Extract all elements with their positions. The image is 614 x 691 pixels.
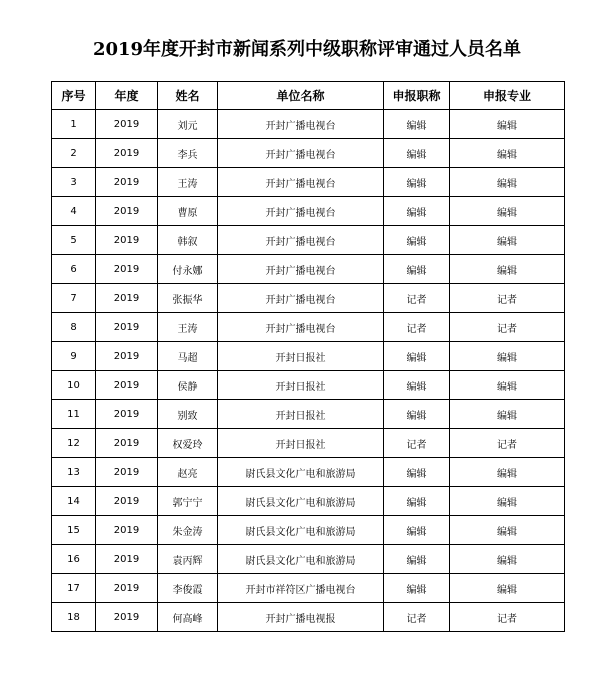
table-row bbox=[52, 168, 565, 197]
cell-title: 编辑 bbox=[384, 371, 450, 400]
cell-name: 王涛 bbox=[158, 168, 218, 197]
cell-major: 编辑 bbox=[450, 516, 565, 545]
cell-title: 编辑 bbox=[384, 516, 450, 545]
cell-serial: 3 bbox=[52, 168, 96, 197]
cell-unit: 开封广播电视台 bbox=[218, 139, 384, 168]
cell-title: 记者 bbox=[384, 603, 450, 632]
cell-major: 记者 bbox=[450, 313, 565, 342]
cell-major: 编辑 bbox=[450, 168, 565, 197]
cell-major: 编辑 bbox=[450, 255, 565, 284]
cell-major: 编辑 bbox=[450, 371, 565, 400]
cell-serial: 16 bbox=[52, 545, 96, 574]
cell-year: 2019 bbox=[96, 429, 158, 458]
cell-name: 别致 bbox=[158, 400, 218, 429]
cell-year: 2019 bbox=[96, 574, 158, 603]
cell-year: 2019 bbox=[96, 255, 158, 284]
cell-serial: 7 bbox=[52, 284, 96, 313]
cell-title: 编辑 bbox=[384, 400, 450, 429]
table-row bbox=[52, 226, 565, 255]
cell-serial: 12 bbox=[52, 429, 96, 458]
cell-year: 2019 bbox=[96, 487, 158, 516]
cell-title: 编辑 bbox=[384, 342, 450, 371]
cell-unit: 开封广播电视台 bbox=[218, 168, 384, 197]
cell-serial: 2 bbox=[52, 139, 96, 168]
cell-title: 记者 bbox=[384, 313, 450, 342]
cell-major: 编辑 bbox=[450, 197, 565, 226]
cell-title: 记者 bbox=[384, 284, 450, 313]
roster-table bbox=[51, 81, 565, 632]
cell-serial: 8 bbox=[52, 313, 96, 342]
cell-serial: 11 bbox=[52, 400, 96, 429]
cell-serial: 4 bbox=[52, 197, 96, 226]
table-row bbox=[52, 110, 565, 139]
cell-name: 王涛 bbox=[158, 313, 218, 342]
cell-year: 2019 bbox=[96, 110, 158, 139]
cell-year: 2019 bbox=[96, 545, 158, 574]
table-row bbox=[52, 255, 565, 284]
table-row bbox=[52, 545, 565, 574]
table-row bbox=[52, 371, 565, 400]
cell-unit: 开封广播电视台 bbox=[218, 284, 384, 313]
cell-title: 编辑 bbox=[384, 139, 450, 168]
cell-name: 马超 bbox=[158, 342, 218, 371]
cell-year: 2019 bbox=[96, 284, 158, 313]
cell-year: 2019 bbox=[96, 371, 158, 400]
table-row bbox=[52, 284, 565, 313]
table-row bbox=[52, 342, 565, 371]
cell-year: 2019 bbox=[96, 313, 158, 342]
cell-unit: 尉氏县文化广电和旅游局 bbox=[218, 545, 384, 574]
roster-body bbox=[52, 110, 565, 632]
cell-major: 编辑 bbox=[450, 400, 565, 429]
cell-name: 袁丙辉 bbox=[158, 545, 218, 574]
cell-serial: 5 bbox=[52, 226, 96, 255]
cell-title: 编辑 bbox=[384, 545, 450, 574]
cell-major: 编辑 bbox=[450, 342, 565, 371]
cell-title: 编辑 bbox=[384, 197, 450, 226]
table-row bbox=[52, 487, 565, 516]
cell-title: 编辑 bbox=[384, 487, 450, 516]
table-row bbox=[52, 429, 565, 458]
table-row bbox=[52, 400, 565, 429]
cell-unit: 尉氏县文化广电和旅游局 bbox=[218, 458, 384, 487]
header-row bbox=[52, 82, 565, 110]
cell-unit: 开封日报社 bbox=[218, 371, 384, 400]
cell-major: 编辑 bbox=[450, 139, 565, 168]
cell-major: 编辑 bbox=[450, 545, 565, 574]
cell-major: 记者 bbox=[450, 429, 565, 458]
cell-title: 记者 bbox=[384, 429, 450, 458]
cell-unit: 开封广播电视台 bbox=[218, 313, 384, 342]
document-title: 2019年度开封市新闻系列中级职称评审通过人员名单 bbox=[92, 39, 522, 60]
cell-title: 编辑 bbox=[384, 226, 450, 255]
cell-unit: 开封广播电视台 bbox=[218, 197, 384, 226]
table-row bbox=[52, 458, 565, 487]
cell-serial: 13 bbox=[52, 458, 96, 487]
cell-year: 2019 bbox=[96, 168, 158, 197]
cell-name: 何高峰 bbox=[158, 603, 218, 632]
cell-serial: 6 bbox=[52, 255, 96, 284]
cell-serial: 14 bbox=[52, 487, 96, 516]
cell-year: 2019 bbox=[96, 197, 158, 226]
cell-serial: 9 bbox=[52, 342, 96, 371]
cell-unit: 开封广播电视台 bbox=[218, 255, 384, 284]
table-row bbox=[52, 574, 565, 603]
cell-serial: 18 bbox=[52, 603, 96, 632]
header-serial: 序号 bbox=[52, 82, 96, 110]
cell-serial: 1 bbox=[52, 110, 96, 139]
cell-name: 李俊霞 bbox=[158, 574, 218, 603]
cell-unit: 尉氏县文化广电和旅游局 bbox=[218, 487, 384, 516]
cell-name: 刘元 bbox=[158, 110, 218, 139]
cell-year: 2019 bbox=[96, 342, 158, 371]
cell-name: 张振华 bbox=[158, 284, 218, 313]
cell-name: 付永娜 bbox=[158, 255, 218, 284]
cell-name: 朱金涛 bbox=[158, 516, 218, 545]
cell-title: 编辑 bbox=[384, 255, 450, 284]
cell-major: 编辑 bbox=[450, 226, 565, 255]
cell-name: 侯静 bbox=[158, 371, 218, 400]
cell-name: 韩叙 bbox=[158, 226, 218, 255]
cell-unit: 开封日报社 bbox=[218, 342, 384, 371]
cell-unit: 开封日报社 bbox=[218, 429, 384, 458]
cell-unit: 开封市祥符区广播电视台 bbox=[218, 574, 384, 603]
cell-year: 2019 bbox=[96, 226, 158, 255]
cell-unit: 开封广播电视报 bbox=[218, 603, 384, 632]
cell-name: 李兵 bbox=[158, 139, 218, 168]
cell-major: 编辑 bbox=[450, 458, 565, 487]
cell-major: 记者 bbox=[450, 603, 565, 632]
cell-serial: 15 bbox=[52, 516, 96, 545]
table-row bbox=[52, 139, 565, 168]
cell-title: 编辑 bbox=[384, 574, 450, 603]
cell-major: 编辑 bbox=[450, 574, 565, 603]
cell-name: 曹原 bbox=[158, 197, 218, 226]
table-row bbox=[52, 197, 565, 226]
cell-year: 2019 bbox=[96, 603, 158, 632]
table-row bbox=[52, 516, 565, 545]
cell-name: 赵亮 bbox=[158, 458, 218, 487]
cell-title: 编辑 bbox=[384, 168, 450, 197]
cell-name: 权爱玲 bbox=[158, 429, 218, 458]
cell-year: 2019 bbox=[96, 516, 158, 545]
cell-major: 编辑 bbox=[450, 487, 565, 516]
cell-title: 编辑 bbox=[384, 110, 450, 139]
header-name: 姓名 bbox=[158, 82, 218, 110]
cell-year: 2019 bbox=[96, 139, 158, 168]
header-year: 年度 bbox=[96, 82, 158, 110]
cell-year: 2019 bbox=[96, 458, 158, 487]
cell-unit: 开封广播电视台 bbox=[218, 110, 384, 139]
cell-unit: 开封广播电视台 bbox=[218, 226, 384, 255]
cell-major: 记者 bbox=[450, 284, 565, 313]
header-major: 申报专业 bbox=[450, 82, 565, 110]
cell-name: 郭宁宁 bbox=[158, 487, 218, 516]
cell-title: 编辑 bbox=[384, 458, 450, 487]
table-row bbox=[52, 313, 565, 342]
cell-year: 2019 bbox=[96, 400, 158, 429]
header-unit: 单位名称 bbox=[218, 82, 384, 110]
cell-serial: 17 bbox=[52, 574, 96, 603]
table-row bbox=[52, 603, 565, 632]
cell-major: 编辑 bbox=[450, 110, 565, 139]
cell-unit: 尉氏县文化广电和旅游局 bbox=[218, 516, 384, 545]
cell-unit: 开封日报社 bbox=[218, 400, 384, 429]
cell-serial: 10 bbox=[52, 371, 96, 400]
header-title: 申报职称 bbox=[384, 82, 450, 110]
